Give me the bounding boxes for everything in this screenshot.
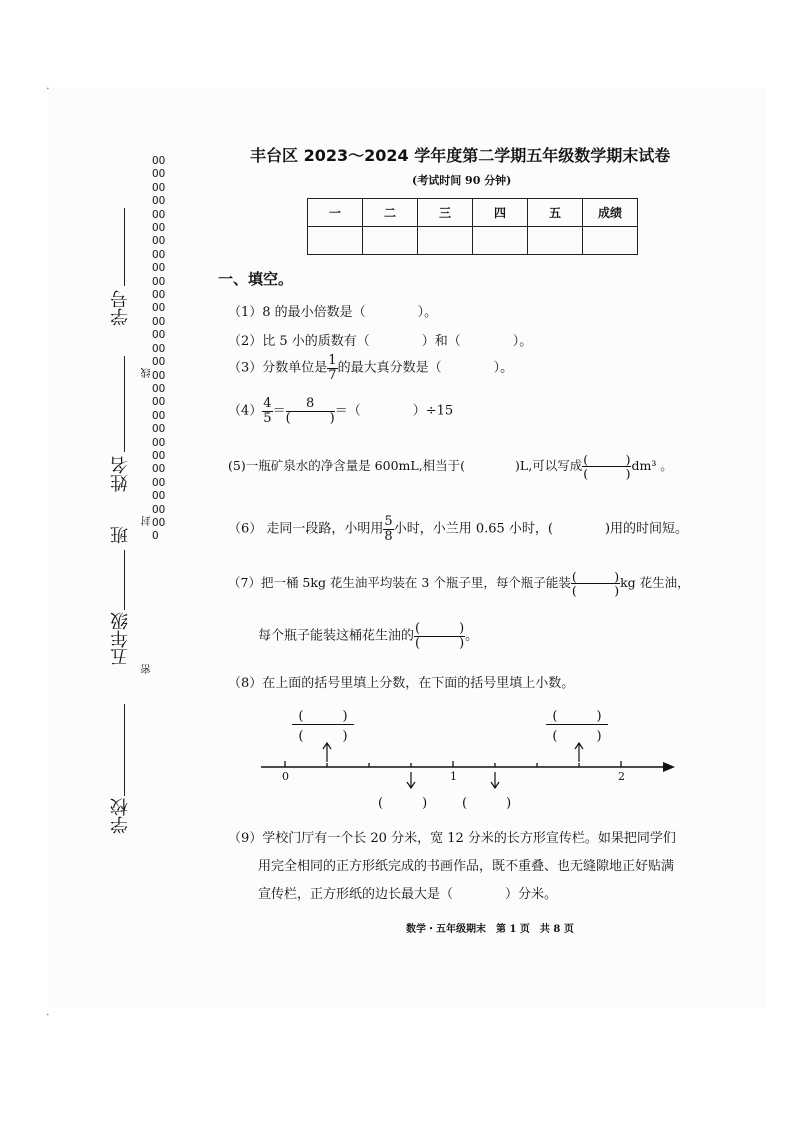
score-header-1: 一 <box>308 199 363 227</box>
tick-label-0: 0 <box>282 770 289 783</box>
question-5-unit: dm³ 。 <box>631 458 673 474</box>
scan-dot: • <box>46 86 50 93</box>
question-5-text-a: (5)一瓶矿泉水的净含量是 600mL,相当于( )L,可以写成 <box>228 458 583 474</box>
number-line-arrowhead <box>663 762 675 772</box>
class-label: 班 <box>110 526 131 544</box>
score-header-3: 三 <box>418 199 473 227</box>
seal-circle-line: OOOOOOOOOOOOOOOOOOOOOOOOOOOOOOOOOOOOOOOOOOOOOOOOOOOOOOOOO <box>152 154 166 543</box>
lower-decimal-blank-right[interactable]: ( ) <box>462 796 512 811</box>
name-blank-line <box>124 356 125 452</box>
question-7-text-a: （7）把一桶 5kg 花生油平均装在 3 个瓶子里，每个瓶子能装 <box>228 575 571 591</box>
number-line-ticks <box>285 761 621 767</box>
score-table-header-row <box>308 199 638 227</box>
section-1-title: 一、填空。 <box>218 270 294 288</box>
question-3-text-a: （3）分数单位是 <box>228 360 328 376</box>
fraction-eight-over-blank: $\frac{8}{( )}$ <box>285 396 335 426</box>
score-cell[interactable] <box>418 227 473 255</box>
upper-fraction-blank-left: ( ) ( ) <box>292 705 354 744</box>
score-cell[interactable] <box>583 227 638 255</box>
question-2: （2）比 5 小的质数有（ ）和（ ）。 <box>228 334 533 349</box>
page-footer: 数学・五年级期末 第 1 页 共 8 页 <box>406 924 574 935</box>
question-4-label: （4） <box>228 403 263 419</box>
scan-dot: • <box>46 1012 50 1019</box>
score-table-blank-row <box>308 227 638 255</box>
question-9-line-3: 宣传栏，正方形纸的边长最大是（ ）分米。 <box>258 887 558 902</box>
seal-xian-mark: 线 <box>142 368 153 378</box>
student-id-label: 学号 <box>110 290 131 326</box>
question-9-line-2: 用完全相同的正方形纸完成的书画作品，既不重叠、也无缝隙地正好贴满 <box>258 859 675 874</box>
grade-label: 五年级 <box>110 612 131 666</box>
question-7-end: 。 <box>465 628 479 644</box>
question-6-text-b: 小时，小兰用 0.65 小时，( )用的时间短。 <box>393 521 689 537</box>
tick-label-2: 2 <box>618 770 625 783</box>
fraction-five-eighths: $\frac{5}{8}$ <box>384 514 393 544</box>
score-header-5: 五 <box>528 199 583 227</box>
exam-time-note: (考试时间 90 分钟) <box>412 174 512 187</box>
question-7-text-c: 每个瓶子能装这桶花生油的 <box>258 628 415 644</box>
score-cell[interactable] <box>308 227 363 255</box>
question-3 <box>228 354 513 382</box>
equals-sign: ＝ <box>272 403 286 419</box>
tick-label-1: 1 <box>450 770 457 783</box>
seal-feng-mark: 封 <box>142 516 153 526</box>
id-blank-line <box>124 208 125 286</box>
fraction-blank: $\frac{( )}{( )}$ <box>571 569 620 599</box>
fraction-one-seventh: $\frac{1}{7}$ <box>328 353 337 383</box>
question-3-text-b: 的最大真分数是（ ）。 <box>337 360 514 376</box>
fraction-four-fifths: $\frac{4}{5}$ <box>263 396 272 426</box>
score-table <box>307 198 638 255</box>
seal-mi-mark: 密 <box>142 664 153 674</box>
school-blank-line <box>124 704 125 796</box>
score-header-total: 成绩 <box>583 199 638 227</box>
question-5 <box>228 453 673 480</box>
school-label: 学校 <box>110 798 131 834</box>
question-1: （1）8 的最小倍数是（ ）。 <box>228 305 438 320</box>
question-8: （8）在上面的括号里填上分数，在下面的括号里填上小数。 <box>228 676 575 691</box>
upper-fraction-blank-right: ( ) ( ) <box>546 705 608 744</box>
question-6 <box>228 515 688 543</box>
lower-decimal-blank-left[interactable]: ( ) <box>378 796 428 811</box>
question-7-line-2 <box>258 622 478 650</box>
score-cell[interactable] <box>473 227 528 255</box>
score-header-2: 二 <box>363 199 418 227</box>
score-header-4: 四 <box>473 199 528 227</box>
score-cell[interactable] <box>363 227 418 255</box>
question-9-line-1: （9）学校门厅有一个长 20 分米，宽 12 分米的长方形宣传栏。如果把同学们 <box>228 831 676 846</box>
score-cell[interactable] <box>528 227 583 255</box>
question-7-text-b: kg 花生油， <box>620 575 690 591</box>
exam-title: 丰台区 2023～2024 学年度第二学期五年级数学期末试卷 <box>250 146 671 165</box>
question-7 <box>228 570 690 597</box>
question-4-division: ＝（ ）÷15 <box>334 403 454 419</box>
name-label: 姓名 <box>110 456 131 492</box>
fraction-blank: $\frac{( )}{( )}$ <box>415 621 465 651</box>
question-4 <box>228 397 453 425</box>
question-6-text-a: （6） 走同一段路，小明用 <box>228 521 384 537</box>
fraction-blank: $\frac{( )}{( )}$ <box>583 452 631 482</box>
class-blank-line <box>124 550 125 610</box>
